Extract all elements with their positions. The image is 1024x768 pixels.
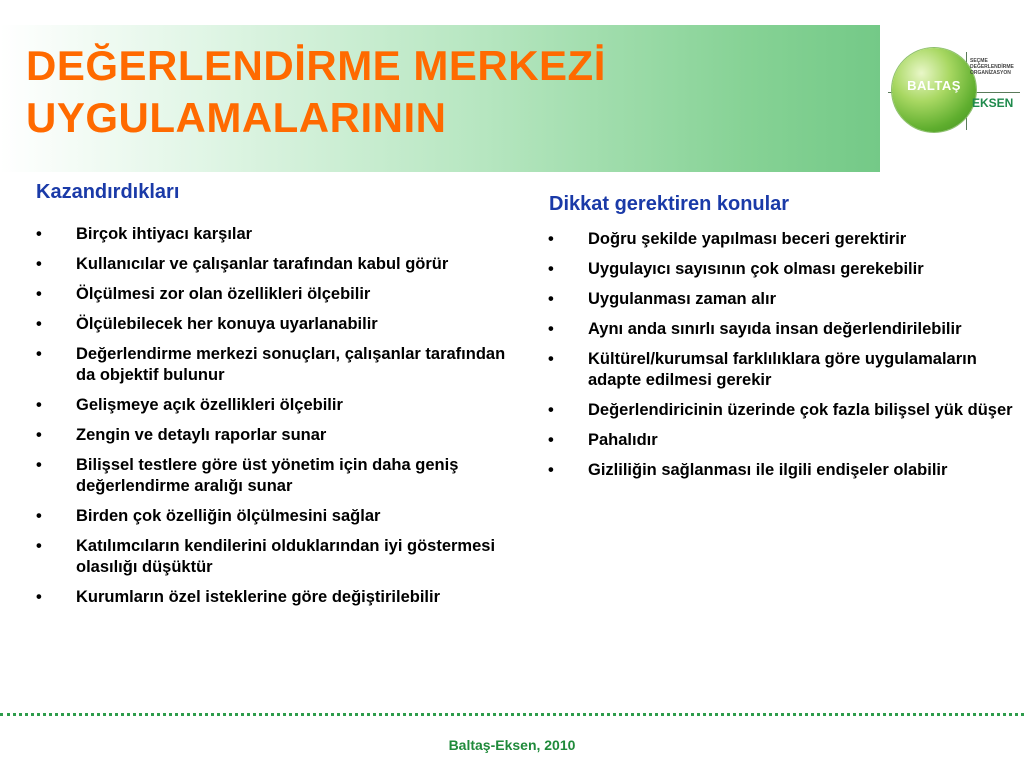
list-item: • Değerlendirme merkezi sonuçları, çalışanlar tarafından da objektif bulunur xyxy=(36,344,516,386)
list-item: • Doğru şekilde yapılması beceri gerektirir xyxy=(548,229,1018,250)
list-item: • Uygulanması zaman alır xyxy=(548,289,1018,310)
logo-brand-text: EKSEN xyxy=(972,96,1014,110)
left-column-heading: Kazandırdıkları xyxy=(36,181,180,203)
list-item: • Değerlendiricinin üzerinde çok fazla bilişsel yük düşer xyxy=(548,400,1018,421)
footer-divider xyxy=(0,713,1024,716)
footer-credit: Baltaş-Eksen, 2010 xyxy=(448,737,576,753)
left-bullet-list xyxy=(36,224,516,617)
list-item: • Birçok ihtiyacı karşılar xyxy=(36,224,516,245)
title-line-2: UYGULAMALARININ xyxy=(26,94,447,141)
list-item: • Ölçülmesi zor olan özellikleri ölçebilir xyxy=(36,284,516,305)
list-item: • Uygulayıcı sayısının çok olması gerekebilir xyxy=(548,259,1018,280)
right-bullet-list xyxy=(548,229,1018,490)
list-item: • Ölçülebilecek her konuya uyarlanabilir xyxy=(36,314,516,335)
list-item: • Kültürel/kurumsal farklılıklara göre uygulamaların adapte edilmesi gerekir xyxy=(548,349,1018,391)
list-item: • Bilişsel testlere göre üst yönetim için daha geniş değerlendirme aralığı sunar xyxy=(36,455,516,497)
list-item: • Kurumların özel isteklerine göre değiştirilebilir xyxy=(36,587,516,608)
list-item: • Katılımcıların kendilerini olduklarından iyi göstermesi olasılığı düşüktür xyxy=(36,536,516,578)
list-item: • Gizliliğin sağlanması ile ilgili endişeler olabilir xyxy=(548,460,1018,481)
list-item: • Aynı anda sınırlı sayıda insan değerlendirilebilir xyxy=(548,319,1018,340)
right-column-heading: Dikkat gerektiren konular xyxy=(549,193,790,215)
logo-small-text: SEÇME DEĞERLENDİRME ORGANİZASYON xyxy=(970,58,1014,76)
baltas-eksen-logo xyxy=(884,40,1024,140)
list-item: • Zengin ve detaylı raporlar sunar xyxy=(36,425,516,446)
title-line-1: DEĞERLENDİRME MERKEZİ xyxy=(26,42,606,89)
list-item: • Birden çok özelliğin ölçülmesini sağlar xyxy=(36,506,516,527)
slide-title xyxy=(26,40,606,144)
logo-circle-text: BALTAŞ xyxy=(907,78,961,93)
list-item: • Pahalıdır xyxy=(548,430,1018,451)
list-item: • Gelişmeye açık özellikleri ölçebilir xyxy=(36,395,516,416)
list-item: • Kullanıcılar ve çalışanlar tarafından kabul görür xyxy=(36,254,516,275)
